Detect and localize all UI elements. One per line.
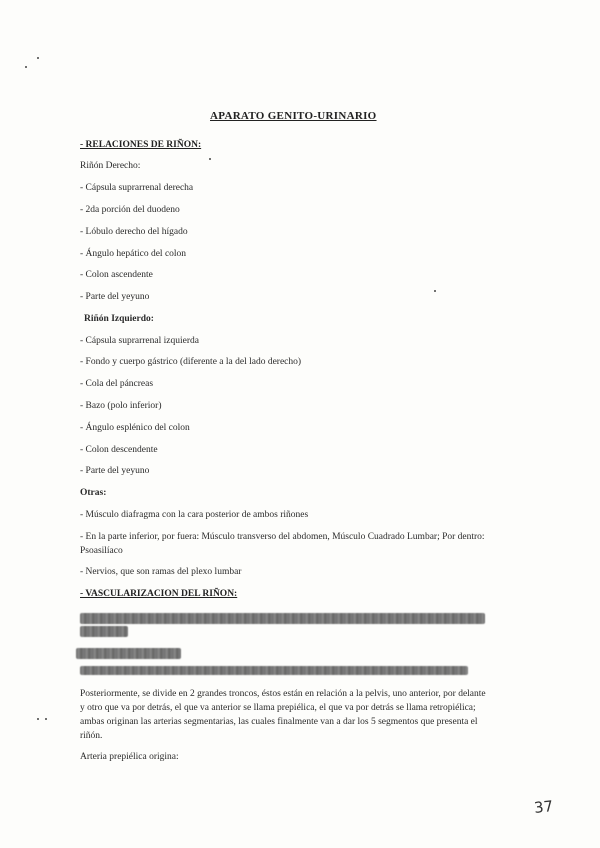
section-heading-vascularizacion: - VASCULARIZACION DEL RIÑON: [80,589,238,599]
scan-speck [25,66,27,68]
closing-line: Arteria prepiélica origina: [80,752,179,762]
redacted-line [80,613,485,624]
list-item: - Bazo (polo inferior) [80,401,162,411]
document-title: APARATO GENITO-URINARIO [210,110,377,122]
list-item: - Cápsula suprarrenal izquierda [80,336,199,346]
list-item: - Parte del yeyuno [80,466,150,476]
redacted-line [80,666,468,675]
scan-speck [209,158,211,160]
scan-speck [434,290,436,292]
list-item: - 2da porción del duodeno [80,205,180,215]
list-item: - Músculo diafragma con la cara posterior de ambos riñones [80,510,309,520]
vascularization-paragraph: Posteriormente, se divide en 2 grandes troncos, éstos están en relación a la pelvis, uno anterior, por delante y otro que va por detrás, el que va anterior se llama prepiélica, el que va por detrás se llama retropiélica; ambas originan las arterias segmentarias, las cuales finalmente van a dar los 5 segmentos que presenta el riñón. [80,689,486,741]
list-item: - Ángulo hepático del colon [80,249,187,259]
redacted-line [76,648,181,659]
scan-speck [45,718,47,720]
redacted-line [80,626,128,637]
list-item: - Fondo y cuerpo gástrico (diferente a la del lado derecho) [80,357,302,367]
list-item: - Colon ascendente [80,270,153,280]
list-item: - Parte del yeyuno [80,292,150,302]
page-number: 37 [533,797,554,817]
section-heading-relaciones: - RELACIONES DE RIÑON: [80,140,202,150]
scan-speck [37,718,39,720]
list-item: - Cápsula suprarrenal derecha [80,183,194,193]
right-kidney-label: Riñón Derecho: [80,161,141,171]
list-item: - Lóbulo derecho del hígado [80,227,188,237]
list-item: - Ángulo esplénico del colon [80,423,190,433]
list-item: - Colon descendente [80,445,158,455]
list-item: - En la parte inferior, por fuera: Músculo transverso del abdomen, Músculo Cuadrado Lumbar; Por dentro: Psoasilíaco [80,532,485,556]
others-label: Otras: [80,488,107,498]
scan-speck [37,57,39,59]
list-item: - Cola del páncreas [80,379,154,389]
list-item: - Nervios, que son ramas del plexo lumbar [80,567,242,577]
left-kidney-label: Riñón Izquierdo: [84,314,154,324]
